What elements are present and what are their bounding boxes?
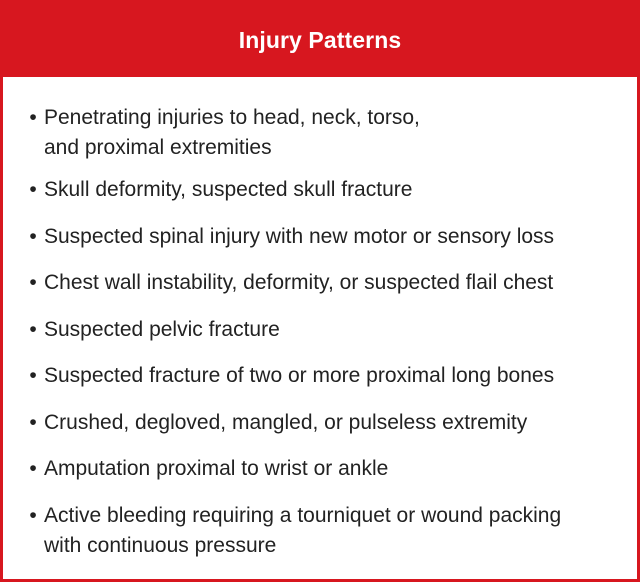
- list-item-text: Skull deformity, suspected skull fracture: [44, 178, 413, 201]
- bullet-icon: •: [29, 411, 37, 434]
- bullet-icon: •: [29, 106, 37, 129]
- list-item-text: Suspected pelvic fracture: [44, 318, 280, 341]
- bullet-icon: •: [29, 364, 37, 387]
- card-title: Injury Patterns: [238, 26, 402, 53]
- list-item-text: Active bleeding requiring a tourniquet or wound packing with continuous pressure: [44, 504, 562, 557]
- card-header: [3, 3, 637, 77]
- list-item: [3, 103, 637, 163]
- list-item-text: Amputation proximal to wrist or ankle: [44, 457, 389, 480]
- bullet-icon: •: [29, 271, 37, 294]
- bullet-icon: •: [29, 504, 37, 527]
- bullet-icon: •: [29, 225, 37, 248]
- list-item-text: Chest wall instability, deformity, or suspected flail chest: [44, 271, 554, 294]
- bullet-icon: •: [29, 318, 37, 341]
- list-item: [3, 501, 637, 561]
- list-item-text: Crushed, degloved, mangled, or pulseless extremity: [44, 411, 528, 434]
- bullet-icon: •: [29, 457, 37, 480]
- list-item-text: Suspected fracture of two or more proximal long bones: [44, 364, 555, 387]
- bullet-icon: •: [29, 178, 37, 201]
- list-item-text: Penetrating injuries to head, neck, torso, and proximal extremities: [44, 106, 420, 159]
- list-item-text: Suspected spinal injury with new motor or sensory loss: [44, 225, 555, 248]
